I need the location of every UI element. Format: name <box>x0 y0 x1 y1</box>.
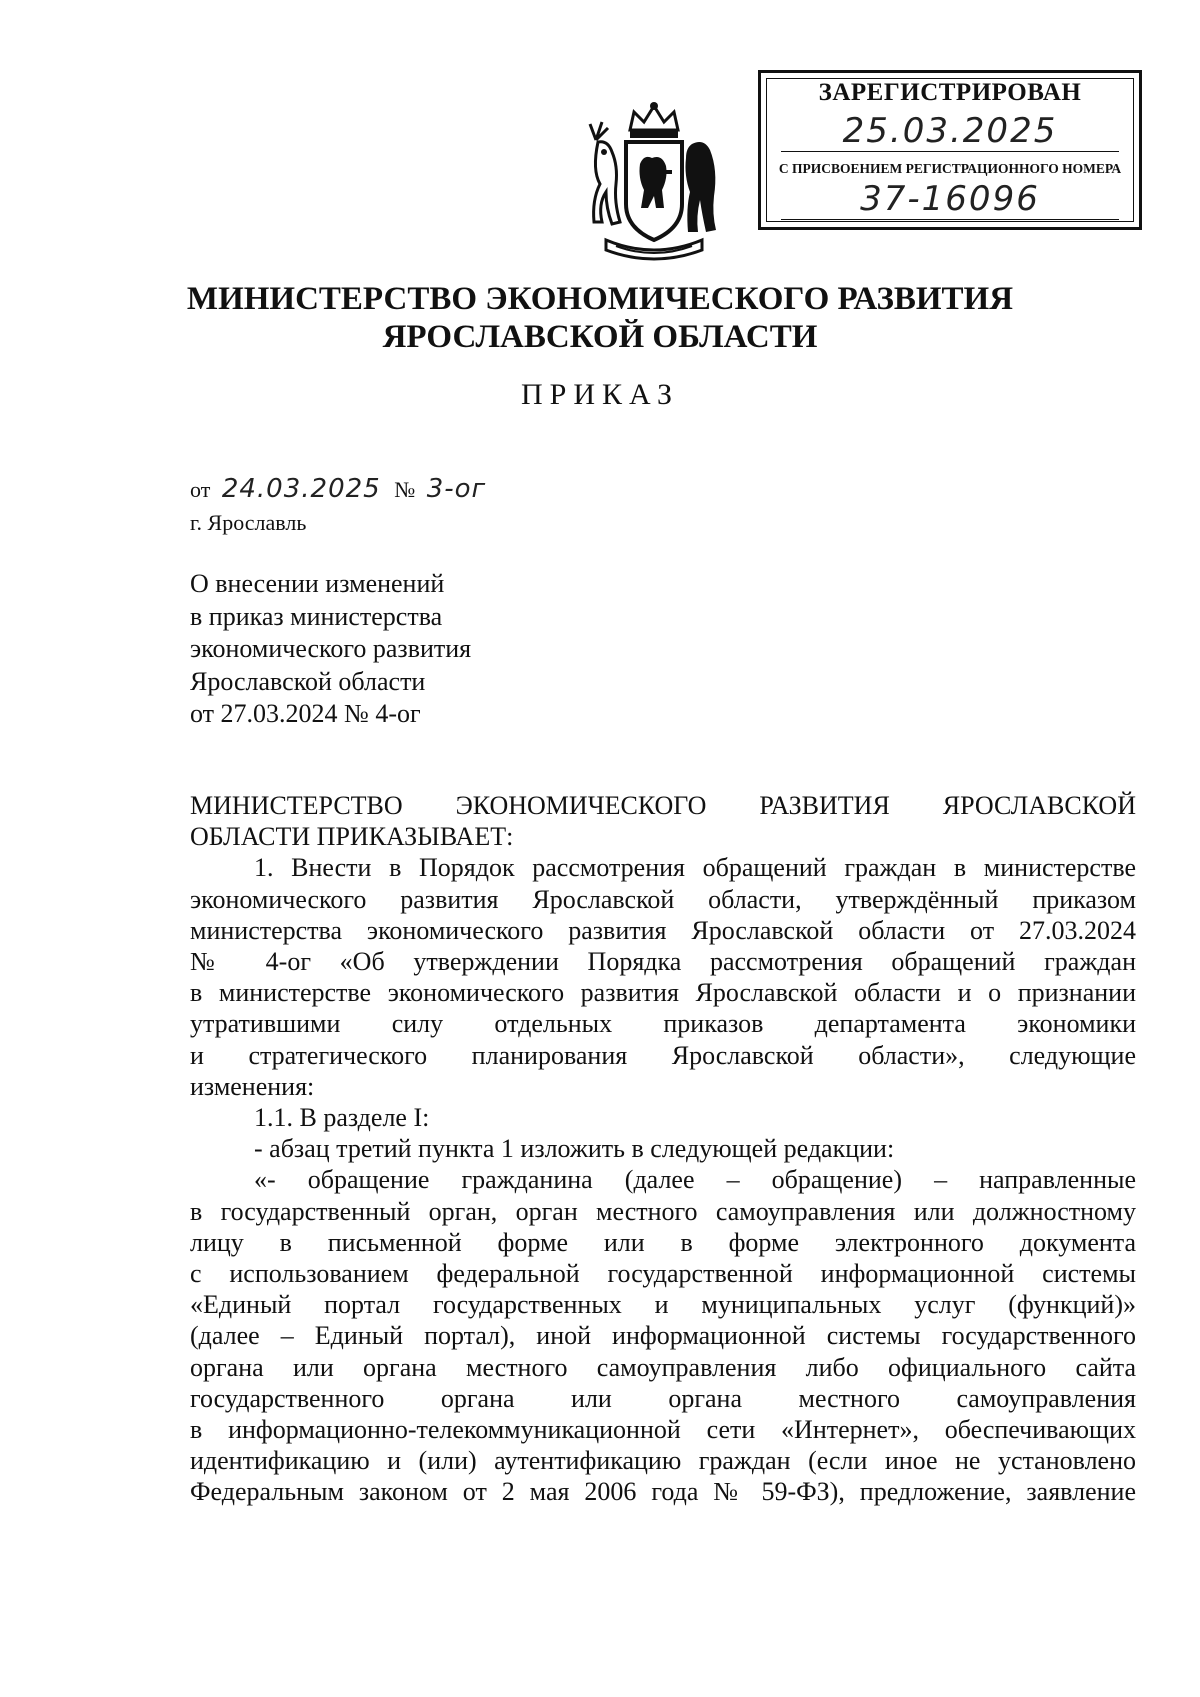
subject-line: от 27.03.2024 № 4-ог <box>190 699 421 728</box>
body-line: государственного органа или органа местного самоуправления <box>190 1383 1136 1413</box>
body-line: МИНИСТЕРСТВО ЭКОНОМИЧЕСКОГО РАЗВИТИЯ ЯРОСЛАВСКОЙ <box>190 791 1136 820</box>
subject-line: в приказ министерства <box>190 601 443 631</box>
body-line: в министерстве экономического развития Ярославской области и о признании <box>190 978 1136 1008</box>
order-subject <box>190 568 471 731</box>
from-label: от <box>190 477 211 502</box>
registration-stamp <box>758 70 1142 230</box>
body-line: министерства экономического развития Ярославской области от 27.03.2024 <box>190 915 1136 945</box>
subject-line: О внесении изменений <box>190 569 445 598</box>
stamp-assignment-caption: С ПРИСВОЕНИЕМ РЕГИСТРАЦИОННОГО НОМЕРА <box>778 161 1122 176</box>
coat-of-arms-emblem <box>586 100 722 264</box>
body-line: № 4-ог «Об утверждении Порядка рассмотрения обращений граждан <box>190 947 1136 977</box>
subject-line: Ярославской области <box>190 666 426 696</box>
body-line: с использованием федеральной государственной информационной системы <box>190 1259 1136 1289</box>
body-line: органа или органа местного самоуправления либо официального сайта <box>190 1352 1136 1382</box>
document-type-title: ПРИКАЗ <box>521 378 679 411</box>
subject-line: экономического развития <box>190 634 472 663</box>
order-date-line <box>190 474 494 508</box>
body-line: - абзац третий пункта 1 изложить в следующей редакции: <box>254 1134 895 1164</box>
order-body <box>190 790 1136 1508</box>
stamp-handwritten-date: 25.03.2025 <box>781 111 1119 152</box>
body-line: в информационно-телекоммуникационной сети «Интернет», обеспечивающих <box>190 1415 1136 1445</box>
order-number: 3-ог <box>426 474 487 504</box>
order-city: г. Ярославль <box>190 510 307 535</box>
body-line: «Единый портал государственных и муниципальных услуг (функций)» <box>190 1290 1136 1320</box>
body-line: 1. Внести в Порядок рассмотрения обращений граждан в министерстве <box>254 853 1136 883</box>
body-line: утратившими силу отдельных приказов департамента экономики <box>190 1009 1136 1039</box>
ministry-heading <box>0 280 1200 356</box>
stamp-title: ЗАРЕГИСТРИРОВАН <box>818 79 1082 106</box>
body-line: лицу в письменной форме или в форме электронного документа <box>190 1227 1136 1257</box>
body-line: «- обращение гражданина (далее – обращение) – направленные <box>254 1165 1136 1195</box>
number-label: № <box>394 477 416 502</box>
body-line: в государственный орган, орган местного самоуправления или должностному <box>190 1196 1136 1226</box>
body-line: экономического развития Ярославской области, утверждённый приказом <box>190 884 1136 914</box>
body-line: (далее – Единый портал), иной информационной системы государственного <box>190 1321 1136 1351</box>
body-line: и стратегического планирования Ярославской области», следующие <box>190 1040 1136 1070</box>
body-line: изменения: <box>190 1071 315 1101</box>
body-line: 1.1. В разделе I: <box>254 1103 430 1133</box>
ministry-heading-line-1: МИНИСТЕРСТВО ЭКОНОМИЧЕСКОГО РАЗВИТИЯ <box>186 281 1014 317</box>
body-line: ОБЛАСТИ ПРИКАЗЫВАЕТ: <box>190 822 514 852</box>
order-date: 24.03.2025 <box>221 474 381 504</box>
ministry-heading-line-2: ЯРОСЛАВСКОЙ ОБЛАСТИ <box>382 319 818 355</box>
body-line: идентификацию и (или) аутентификацию граждан (если иное не установлено <box>190 1446 1136 1476</box>
body-line: Федеральным законом от 2 мая 2006 года № 59-ФЗ), предложение, заявление <box>190 1477 1136 1507</box>
stamp-registration-number: 37-16096 <box>781 179 1119 220</box>
